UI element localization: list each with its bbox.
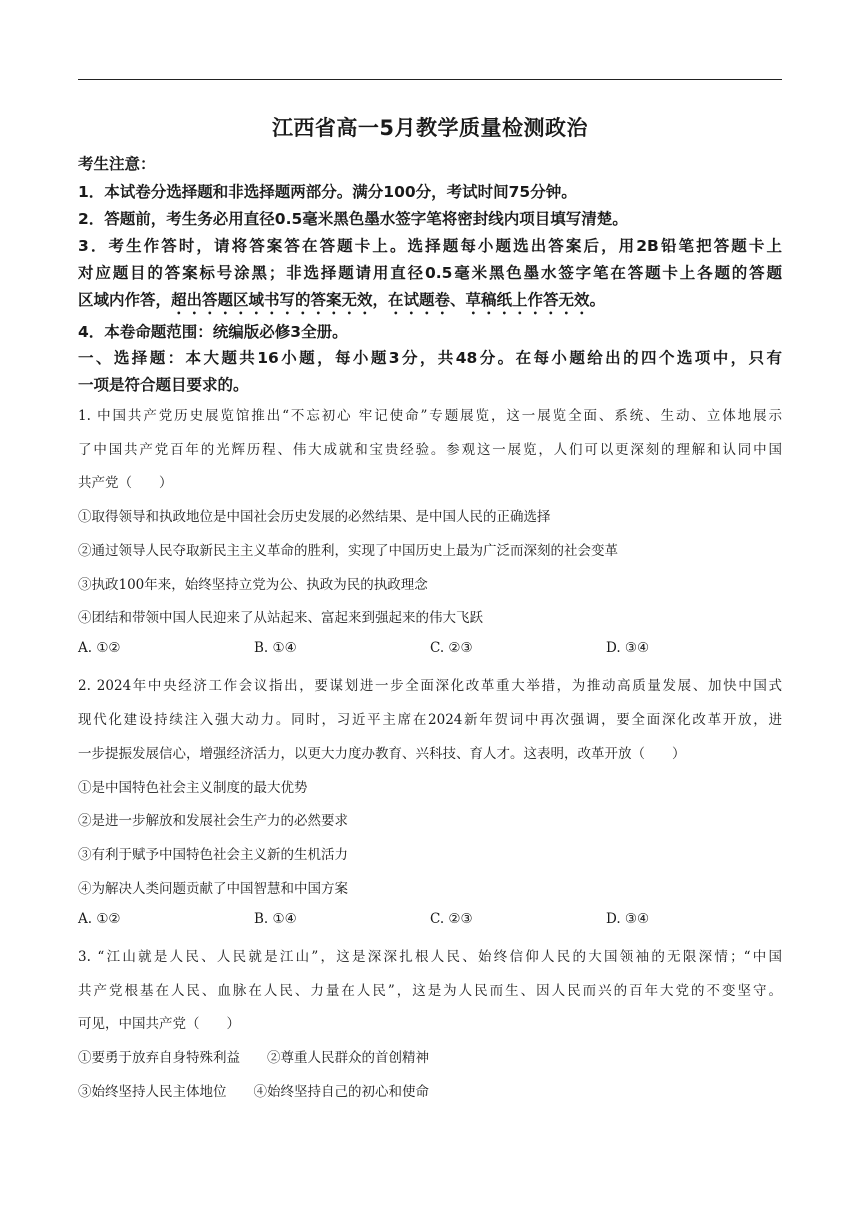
- q2-item-1: ①是中国特色社会主义制度的最大优势: [78, 780, 308, 796]
- q3-stem-line-3: 可见，中国共产党（ ）: [78, 1016, 240, 1032]
- notice-line-5: [78, 288, 782, 318]
- header-rule: [78, 79, 782, 80]
- q2-item-2: ②是进一步解放和发展社会生产力的必然要求: [78, 813, 348, 829]
- emphasized-text: 在试题卷、草稿纸上作答无效: [388, 291, 590, 309]
- q1-options: [78, 640, 782, 660]
- q2-stem-line-3: 一步提振发展信心，增强经济活力，以更大力度办教育、兴科技、育人才。这表明，改革开放（ ）: [78, 746, 686, 762]
- notice-text: ，: [372, 291, 389, 309]
- notice-text: 。: [589, 291, 606, 309]
- q3-items-line-2: ③始终坚持人民主体地位 ④始终坚持自己的初心和使命: [78, 1084, 429, 1100]
- q2-item-3: ③有利于赋予中国特色社会主义新的生机活力: [78, 847, 348, 863]
- section-heading-line-2: 一项是符合题目要求的。: [78, 376, 249, 394]
- notice-line-1: 1．本试卷分选择题和非选择题两部分。满分100分，考试时间75分钟。: [78, 183, 577, 201]
- q1-option-b: B. ①④: [254, 640, 297, 656]
- q1-item-2: ②通过领导人民夺取新民主主义革命的胜利，实现了中国历史上最为广泛而深刻的社会变革: [78, 543, 618, 559]
- notice-line-3: 3．考生作答时，请将答案答在答题卡上。选择题每小题选出答案后，用2B铅笔把答题卡上: [78, 237, 782, 255]
- notice-line-6: 4．本卷命题范围：统编版必修3全册。: [78, 323, 348, 341]
- q2-option-c: C. ②③: [430, 911, 473, 927]
- q2-option-a: A. ①②: [78, 911, 121, 927]
- q2-stem-line-1: 2. 2024年中央经济工作会议指出，要谋划进一步全面深化改革重大举措，为推动高质量发展、加快中国式: [78, 678, 782, 694]
- q1-option-c: C. ②③: [430, 640, 473, 656]
- q1-item-3: ③执政100年来，始终坚持立党为公、执政为民的执政理念: [78, 577, 428, 593]
- q3-stem-line-1: 3. “江山就是人民、人民就是江山”，这是深深扎根人民、始终信仰人民的大国领袖的无限深情；“中国: [78, 949, 782, 965]
- q1-stem-line-2: 了中国共产党百年的光辉历程、伟大成就和宝贵经验。参观这一展览，人们可以更深刻的理解和认同中国: [78, 442, 782, 458]
- q1-item-4: ④团结和带领中国人民迎来了从站起来、富起来到强起来的伟大飞跃: [78, 610, 483, 626]
- q2-option-b: B. ①④: [254, 911, 297, 927]
- q3-items-line-1: ①要勇于放弃自身特殊利益 ②尊重人民群众的首创精神: [78, 1050, 429, 1066]
- q2-item-4: ④为解决人类问题贡献了中国智慧和中国方案: [78, 881, 348, 897]
- q2-options: [78, 911, 782, 931]
- q1-option-a: A. ①②: [78, 640, 121, 656]
- emphasized-text: 超出答题区域书写的答案无效: [171, 291, 373, 309]
- q2-option-d: D. ③④: [606, 911, 650, 927]
- exam-title: 江西省高一5月教学质量检测政治: [271, 116, 589, 140]
- q3-stem-line-2: 共产党根基在人民、血脉在人民、力量在人民”，这是为人民而生、因人民而兴的百年大党的不变坚守。: [78, 983, 782, 999]
- q1-item-1: ①取得领导和执政地位是中国社会历史发展的必然结果、是中国人民的正确选择: [78, 509, 551, 525]
- notice-heading: 考生注意：: [78, 155, 156, 173]
- q1-option-d: D. ③④: [606, 640, 650, 656]
- q1-stem-line-3: 共产党（ ）: [78, 475, 173, 491]
- q1-stem-line-1: 1. 中国共产党历史展览馆推出“不忘初心 牢记使命”专题展览，这一展览全面、系统、生动、立体地展示: [78, 408, 782, 424]
- section-heading-line-1: 一、选择题：本大题共16小题，每小题3分，共48分。在每小题给出的四个选项中，只有: [78, 349, 782, 367]
- notice-line-4: 对应题目的答案标号涂黑；非选择题请用直径0.5毫米黑色墨水签字笔在答题卡上各题的答题: [78, 264, 782, 282]
- notice-line-2: 2．答题前，考生务必用直径0.5毫米黑色墨水签字笔将密封线内项目填写清楚。: [78, 210, 628, 228]
- notice-text: 区域内作答，: [78, 291, 172, 309]
- q2-stem-line-2: 现代化建设持续注入强大动力。同时，习近平主席在2024新年贺词中再次强调，要全面深化改革开放，进: [78, 712, 782, 728]
